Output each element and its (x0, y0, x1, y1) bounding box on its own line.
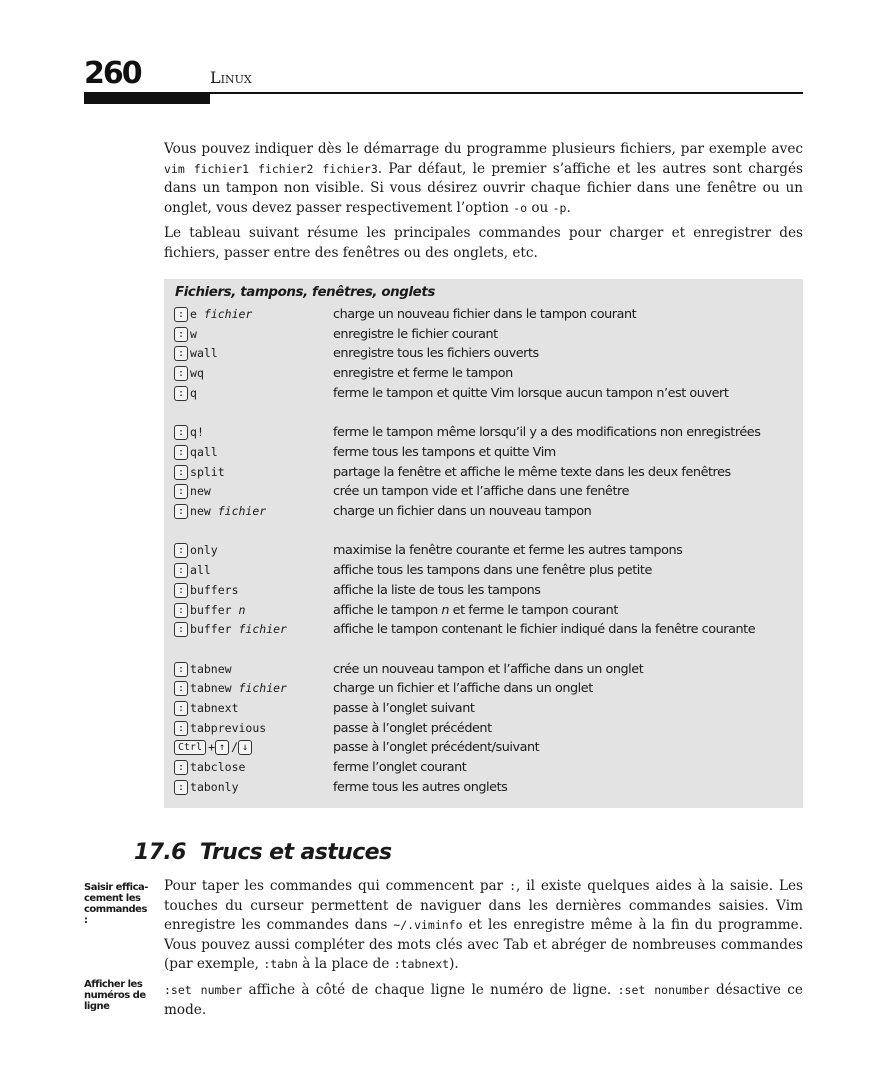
table-row (174, 502, 799, 521)
table-row (174, 699, 799, 718)
description-part: et ferme le tampon courant (449, 602, 618, 618)
colon-key: : (174, 465, 188, 480)
colon-key: : (174, 721, 188, 736)
command-cell (174, 541, 218, 560)
command-table (164, 279, 803, 808)
description-cell: partage la fenêtre et affiche le même texte dans les deux fenêtres (333, 464, 731, 480)
command-text: q! (190, 425, 204, 440)
command-cell (174, 423, 204, 442)
colon-key: : (174, 445, 188, 460)
description-cell: ferme tous les tampons et quitte Vim (333, 444, 556, 460)
command-cell (174, 758, 245, 777)
command-cell (174, 679, 287, 698)
text-span: Pour taper les commandes qui commencent par (164, 878, 504, 894)
colon-key: : (174, 681, 188, 696)
key-separator: / (231, 740, 238, 755)
description-cell: affiche la liste de tous les tampons (333, 582, 541, 598)
table-row (174, 423, 799, 442)
command-text: tabnext (190, 701, 239, 715)
command-cell (174, 443, 218, 462)
table-row (174, 620, 799, 639)
command-text: all (190, 563, 211, 578)
intro-paragraph-1 (164, 140, 803, 218)
colon-key: : (174, 425, 188, 440)
description-cell: passe à l’onglet précédent/suivant (333, 740, 540, 756)
description-cell: charge un fichier dans un nouveau tampon (333, 504, 592, 519)
command-argument: n (238, 602, 246, 617)
table-row (174, 344, 799, 363)
description-cell: enregistre tous les fichiers ouverts (333, 346, 539, 362)
command-text: split (190, 464, 225, 479)
command-cell (174, 463, 225, 482)
margin-note-1: Saisir effica-cement les commandes : (84, 882, 148, 926)
section-heading (134, 840, 391, 865)
arrow-up-key: ↑ (215, 740, 229, 755)
table-row (174, 325, 799, 344)
colon-key: : (174, 386, 188, 401)
description-cell: enregistre et ferme le tampon (333, 366, 513, 382)
key-separator: + (208, 740, 216, 755)
command-argument: fichier (217, 504, 267, 518)
command-text: tabnew (190, 661, 232, 676)
command-cell (174, 738, 254, 757)
command-text: new (190, 484, 211, 499)
command-cell (174, 384, 197, 403)
section-number: 17.6 (134, 840, 186, 865)
description-cell: passe à l’onglet suivant (333, 701, 475, 716)
command-cell (174, 482, 211, 501)
table-row (174, 305, 799, 324)
command-cell (174, 344, 218, 363)
description-cell: ferme l’onglet courant (333, 760, 467, 776)
command-argument: fichier (238, 622, 287, 637)
code-span: -p (552, 200, 567, 215)
code-span: ~/.viminfo (393, 918, 463, 933)
command-cell (174, 699, 239, 718)
colon-key: : (174, 307, 188, 322)
code-span: vim fichier1 fichier2 fichier3 (164, 161, 378, 176)
text-span: désactive ce mode. (164, 981, 803, 1018)
command-cell (174, 325, 197, 344)
command-text: qall (190, 444, 218, 459)
command-cell (174, 561, 211, 580)
command-cell (174, 581, 239, 600)
command-text: only (190, 543, 218, 558)
intro-paragraph-2: Le tableau suivant résume les principales commandes pour charger et enregistrer des fichiers, passer entre des fenêtres ou des onglets, etc. (164, 225, 803, 261)
description-cell: ferme le tampon et quitte Vim lorsque aucun tampon n’est ouvert (333, 385, 729, 401)
colon-key: : (174, 760, 188, 775)
text-span: . Par défaut, le premier s’affiche et les autres sont chargés dans un tampon non visible. Si vous désirez ouvrir chaque fichier dans une fenêtre ou un onglet, vous devez passer respectivement l’option (164, 160, 803, 216)
table-row (174, 561, 799, 580)
table-row (174, 758, 799, 777)
section-title: Trucs et astuces (199, 840, 392, 865)
colon-key: : (174, 366, 188, 381)
description-cell: ferme tous les autres onglets (333, 779, 508, 795)
text-span: et les enregistre même à la fin du programme. Vous pouvez aussi compléter des mots clés avec Tab et abréger de nombreuses commandes (par exemple, (164, 917, 803, 973)
description-part: affiche le tampon (333, 602, 442, 618)
colon-key: : (174, 780, 188, 795)
description-cell: ferme le tampon même lorsqu’il y a des modifications non enregistrées (333, 425, 761, 441)
text-span: Vous pouvez indiquer dès le démarrage du programme plusieurs fichiers, par exemple avec (164, 141, 803, 157)
running-title: Linux (210, 68, 252, 87)
command-text: q (190, 385, 197, 400)
table-row (174, 778, 799, 797)
colon-key: : (174, 622, 188, 637)
code-span: :tabn (263, 957, 298, 972)
colon-key: : (174, 484, 188, 499)
code-span: -o (513, 200, 528, 215)
colon-key: : (174, 701, 188, 716)
section-paragraph-1 (164, 877, 803, 975)
description-cell: affiche tous les tampons dans une fenêtre plus petite (333, 563, 652, 579)
table-row (174, 384, 799, 403)
text-span: affiche à côté de chaque ligne le numéro de ligne. (248, 981, 612, 998)
description-cell: charge un nouveau fichier dans le tampon courant (333, 307, 637, 322)
colon-key: : (174, 563, 188, 578)
command-text: buffer (190, 602, 239, 617)
intro-text (164, 140, 803, 270)
description-part: n (441, 602, 450, 618)
command-text: tabnew (190, 681, 239, 696)
command-cell (174, 660, 232, 679)
code-span: :set nonumber (617, 982, 710, 997)
command-text: tabprevious (190, 720, 267, 735)
description-cell: enregistre le fichier courant (333, 326, 498, 342)
description-cell: crée un tampon vide et l’affiche dans une fenêtre (333, 484, 629, 500)
text-span: ou (531, 199, 549, 216)
command-cell (174, 620, 287, 639)
description-cell: passe à l’onglet précédent (333, 720, 492, 736)
table-row (174, 738, 799, 757)
table-title: Fichiers, tampons, fenêtres, onglets (175, 285, 435, 300)
colon-key: : (174, 543, 188, 558)
header-rule-block (84, 92, 210, 104)
arrow-down-key: ↓ (238, 740, 252, 755)
table-row (174, 482, 799, 501)
table-row (174, 364, 799, 383)
table-row (174, 601, 799, 620)
command-argument: fichier (203, 307, 253, 321)
colon-key: : (174, 346, 188, 361)
code-span: :set number (164, 982, 243, 997)
command-cell (174, 778, 239, 797)
code-span: : (509, 879, 516, 893)
description-cell (333, 601, 618, 620)
command-cell (174, 364, 204, 383)
table-row (174, 541, 799, 560)
command-argument: fichier (238, 681, 287, 696)
command-text: tabclose (190, 760, 246, 775)
command-text: buffer (190, 622, 239, 637)
table-row (174, 581, 799, 600)
section-paragraph-2 (164, 981, 803, 1020)
command-cell (174, 719, 266, 738)
text-span: , il existe quelques aides à la saisie. Les touches du curseur permettent de naviguer dans les dernières commandes saisies. Vim enregistre les commandes dans (164, 878, 803, 934)
command-text: new (190, 504, 218, 518)
command-text: wall (190, 346, 218, 361)
margin-note-2: Afficher les numéros de ligne (84, 979, 146, 1012)
table-row (174, 679, 799, 698)
description-cell: affiche le tampon contenant le fichier indiqué dans la fenêtre courante (333, 622, 756, 638)
text-span: ). (449, 956, 459, 973)
command-text: tabonly (190, 779, 239, 794)
colon-key: : (174, 662, 188, 677)
command-text: buffers (190, 582, 239, 597)
description-cell: crée un nouveau tampon et l’affiche dans un onglet (333, 661, 644, 677)
colon-key: : (174, 583, 188, 598)
page-number: 260 (84, 56, 141, 91)
colon-key: : (174, 504, 188, 519)
table-row (174, 443, 799, 462)
table-row (174, 660, 799, 679)
table-row (174, 463, 799, 482)
colon-key: : (174, 327, 188, 342)
description-cell: maximise la fenêtre courante et ferme les autres tampons (333, 543, 683, 559)
text-span: à la place de (302, 956, 390, 973)
description-cell: charge un fichier et l’affiche dans un onglet (333, 681, 593, 697)
command-text: e (190, 307, 204, 321)
command-cell (174, 502, 266, 521)
table-row (174, 719, 799, 738)
command-cell (174, 305, 252, 324)
command-text: wq (190, 366, 204, 381)
ctrl-key: Ctrl (174, 740, 206, 755)
section-text (164, 877, 803, 1026)
command-cell (174, 601, 245, 620)
text-span: . (566, 199, 571, 216)
code-span: :tabnext (393, 957, 450, 972)
colon-key: : (174, 603, 188, 618)
command-text: w (190, 326, 197, 341)
